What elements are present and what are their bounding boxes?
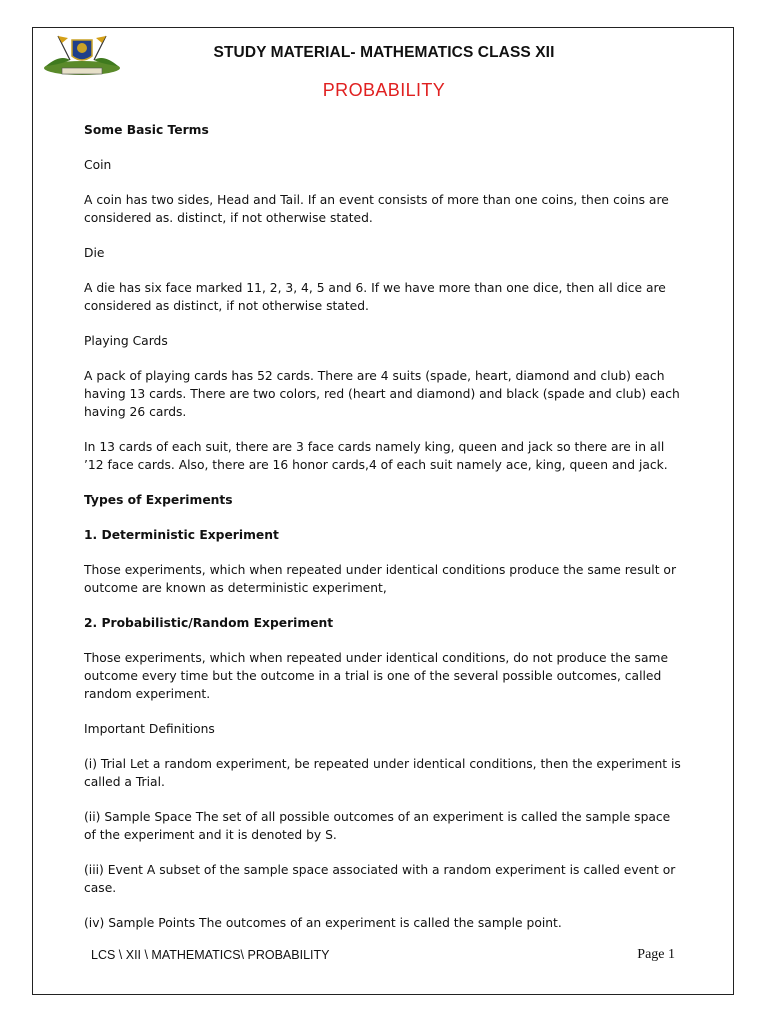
heading-deterministic: 1. Deterministic Experiment (84, 528, 279, 542)
paragraph-deterministic: Those experiments, which when repeated under identical conditions produce the same result or outcome are known as deterministic experiment, (84, 563, 677, 595)
header-title: STUDY MATERIAL- MATHEMATICS CLASS XII (213, 44, 555, 61)
subheading-playing-cards: Playing Cards (84, 334, 168, 348)
paragraph-coin: A coin has two sides, Head and Tail. If an event consists of more than one coins, then coins are considered as. distinct, if not otherwise stated. (84, 193, 669, 225)
definition-trial: (i) Trial Let a random experiment, be repeated under identical conditions, then the experiment is called a Trial. (84, 757, 681, 789)
paragraph-die: A die has six face marked 11, 2, 3, 4, 5 and 6. If we have more than one dice, then all dice are considered as distinct, if not otherwise stated. (84, 281, 666, 313)
footer-path: LCS \ XII \ MATHEMATICS\ PROBABILITY (91, 948, 330, 962)
document-title: PROBABILITY (322, 80, 446, 100)
subheading-die: Die (84, 246, 105, 260)
definition-event: (iii) Event A subset of the sample space associated with a random experiment is called event or case. (84, 863, 676, 895)
document-body (84, 121, 684, 949)
paragraph-playing-cards: A pack of playing cards has 52 cards. There are 4 suits (spade, heart, diamond and club) each having 13 cards. There are two colors, red (heart and diamond) and black (spade and club) each having 26 cards. (84, 369, 680, 419)
heading-random: 2. Probabilistic/Random Experiment (84, 616, 334, 630)
subheading-important-definitions: Important Definitions (84, 722, 215, 736)
paragraph-face-cards: In 13 cards of each suit, there are 3 face cards namely king, queen and jack so there are in all ’12 face cards. Also, there are 16 honor cards,4 of each suit namely ace, king, queen and jack. (84, 440, 668, 472)
heading-types-of-experiments: Types of Experiments (84, 493, 233, 507)
subheading-coin: Coin (84, 158, 112, 172)
heading-basic-terms: Some Basic Terms (84, 123, 209, 137)
paragraph-random: Those experiments, which when repeated under identical conditions, do not produce the same outcome every time but the outcome in a trial is one of the several possible outcomes, called random experiment. (84, 651, 669, 701)
definition-sample-space: (ii) Sample Space The set of all possible outcomes of an experiment is called the sample space of the experiment and it is denoted by S. (84, 810, 671, 842)
page-number: Page 1 (637, 947, 675, 962)
definition-sample-points: (iv) Sample Points The outcomes of an experiment is called the sample point. (84, 916, 562, 930)
